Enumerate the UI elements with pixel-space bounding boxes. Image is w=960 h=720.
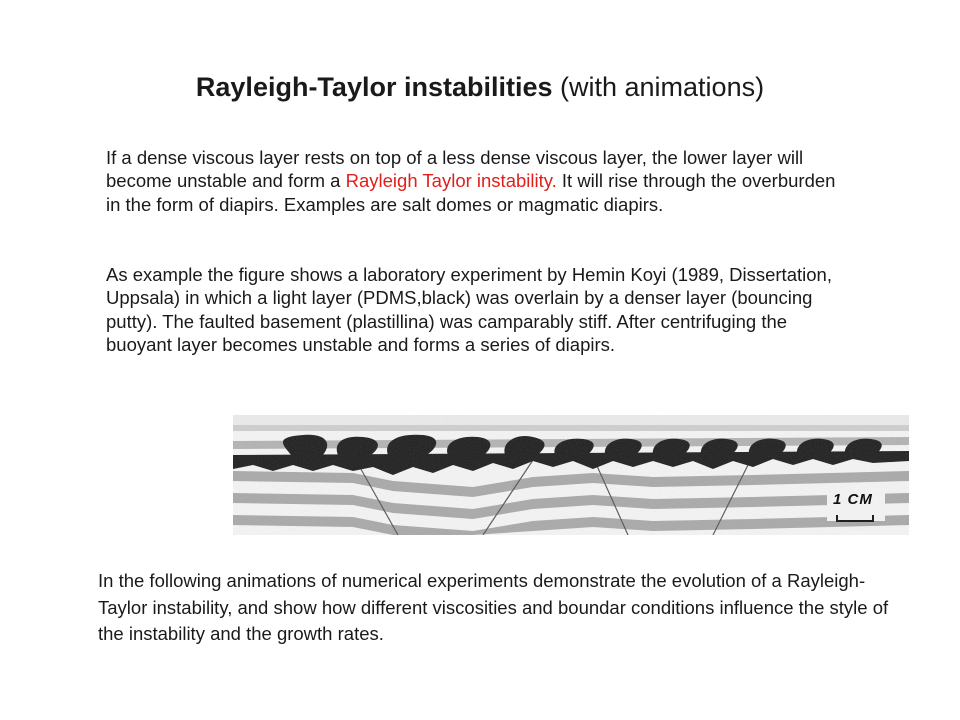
- rayleigh-taylor-link[interactable]: Rayleigh Taylor instability.: [345, 170, 557, 192]
- intro-text-after: It will rise through the overburden in the form of diapirs. Examples are salt domes or magmatic diapirs.: [106, 170, 836, 215]
- intro-text-before: If a dense viscous layer rests on top of a less dense viscous layer, the lower layer will become unstable and form a: [106, 147, 804, 192]
- intro-paragraph: [106, 146, 846, 216]
- experiment-paragraph: As example the figure shows a laboratory experiment by Hemin Koyi (1989, Dissertation, Uppsala) in which a light layer (PDMS,black) was overlain by a denser layer (bouncing putty). The faulted basement (plastillina) was camparably stiff. After centrifuging the buoyant layer becomes unstable and forms a series of diapirs.: [106, 264, 832, 356]
- lab-experiment-image: [233, 415, 909, 535]
- slide-title: [0, 70, 960, 104]
- title-bold: Rayleigh-Taylor instabilities: [195, 72, 553, 102]
- title-rest: (with animations): [552, 72, 765, 102]
- lab-experiment-figure: [233, 415, 909, 535]
- scale-label: 1 CM: [833, 491, 873, 508]
- animations-paragraph: In the following animations of numerical experiments demonstrate the evolution of a Rayleigh-Taylor instability, and show how different viscosities and boundar conditions influence the style of the instability and the growth rates.: [98, 570, 889, 644]
